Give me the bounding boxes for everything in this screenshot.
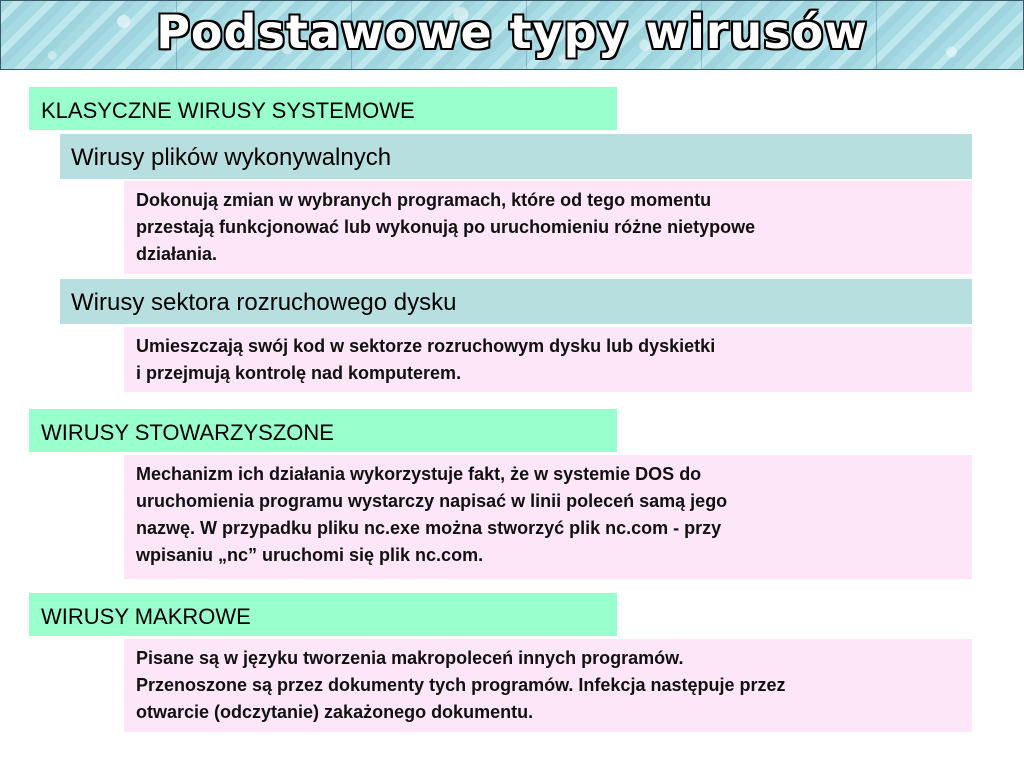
description-line: uruchomienia programu wystarczy napisać w linii poleceń samą jego: [136, 491, 728, 511]
description-line: i przejmują kontrolę nad komputerem.: [136, 363, 462, 383]
description-line: wpisaniu „nc” uruchomi się plik nc.com.: [136, 545, 484, 565]
description-line: przestają funkcjonować lub wykonują po uruchomieniu różne nietypowe: [136, 217, 756, 237]
description-line: działania.: [136, 244, 218, 264]
description-line: Mechanizm ich działania wykorzystuje fakt, że w systemie DOS do: [136, 464, 702, 484]
category-companion-viruses: WIRUSY STOWARZYSZONE: [28, 408, 618, 453]
description-line: nazwę. W przypadku pliku nc.exe można stworzyć plik nc.com - przy: [136, 518, 722, 538]
description-line: Przenoszone są przez dokumenty tych programów. Infekcja następuje przez: [136, 675, 786, 695]
slide-title: Podstawowe typy wirusów: [156, 5, 868, 59]
description-companion-viruses: [124, 455, 972, 579]
description-executable-file-viruses: [124, 181, 972, 274]
description-boot-sector-viruses: [124, 327, 972, 392]
subcategory-boot-sector-viruses: Wirusy sektora rozruchowego dysku: [60, 279, 972, 324]
subcategory-executable-file-viruses: Wirusy plików wykonywalnych: [60, 134, 972, 179]
category-macro-viruses: WIRUSY MAKROWE: [28, 592, 618, 637]
description-macro-viruses: [124, 639, 972, 732]
description-line: Dokonują zmian w wybranych programach, które od tego momentu: [136, 190, 712, 210]
category-classic-system-viruses: KLASYCZNE WIRUSY SYSTEMOWE: [28, 86, 618, 131]
description-line: otwarcie (odczytanie) zakażonego dokumentu.: [136, 702, 534, 722]
description-line: Umieszczają swój kod w sektorze rozruchowym dysku lub dyskietki: [136, 336, 716, 356]
description-line: Pisane są w języku tworzenia makropoleceń innych programów.: [136, 648, 684, 668]
